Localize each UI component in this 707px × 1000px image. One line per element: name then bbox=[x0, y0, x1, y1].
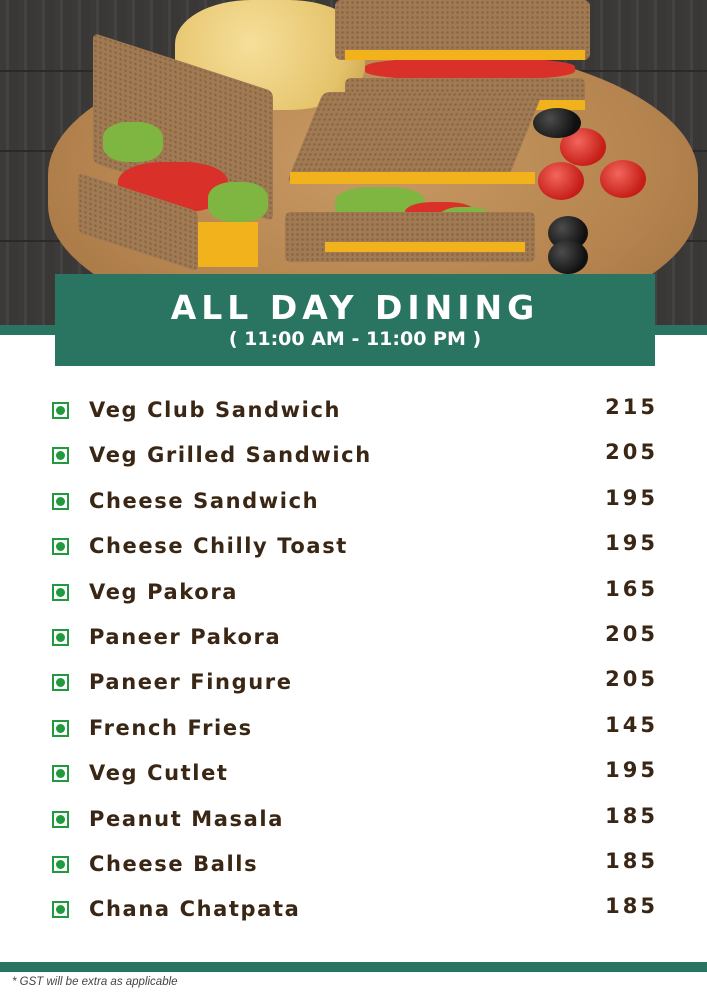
page-title: ALL DAY DINING bbox=[170, 288, 540, 327]
item-name: Peanut Masala bbox=[89, 806, 284, 831]
veg-symbol-icon bbox=[52, 765, 69, 782]
black-olive bbox=[548, 240, 588, 274]
list-item bbox=[52, 753, 658, 798]
gst-note: * GST will be extra as applicable bbox=[12, 976, 178, 988]
item-price: 195 bbox=[605, 531, 658, 556]
sandwich-center bbox=[265, 92, 540, 277]
sandwich-left bbox=[78, 62, 288, 277]
item-name: French Fries bbox=[89, 715, 253, 740]
list-item bbox=[52, 799, 658, 844]
list-item bbox=[52, 481, 658, 526]
item-name: Cheese Balls bbox=[89, 851, 259, 876]
item-price: 205 bbox=[605, 667, 658, 692]
black-olive bbox=[533, 108, 581, 138]
menu-list bbox=[52, 390, 658, 935]
title-band bbox=[55, 274, 655, 366]
footer-stripe bbox=[0, 962, 707, 972]
list-item bbox=[52, 708, 658, 753]
veg-symbol-icon bbox=[52, 447, 69, 464]
service-hours: ( 11:00 AM - 11:00 PM ) bbox=[228, 328, 482, 350]
item-name: Chana Chatpata bbox=[89, 897, 301, 922]
item-price: 185 bbox=[605, 848, 658, 873]
item-price: 215 bbox=[605, 395, 658, 419]
item-price: 195 bbox=[605, 485, 658, 510]
item-price: 185 bbox=[605, 803, 658, 828]
veg-symbol-icon bbox=[52, 629, 69, 646]
list-item bbox=[52, 526, 658, 571]
item-name: Paneer Fingure bbox=[89, 670, 293, 695]
item-name: Veg Club Sandwich bbox=[89, 398, 342, 422]
veg-symbol-icon bbox=[52, 674, 69, 691]
item-price: 195 bbox=[605, 758, 658, 783]
item-name: Cheese Chilly Toast bbox=[89, 534, 348, 559]
veg-symbol-icon bbox=[52, 720, 69, 737]
veg-symbol-icon bbox=[52, 811, 69, 828]
veg-symbol-icon bbox=[52, 538, 69, 555]
veg-symbol-icon bbox=[52, 493, 69, 510]
item-price: 205 bbox=[605, 621, 658, 646]
veg-symbol-icon bbox=[52, 584, 69, 601]
list-item bbox=[52, 435, 658, 480]
item-price: 185 bbox=[605, 894, 658, 919]
item-name: Cheese Sandwich bbox=[89, 488, 320, 513]
list-item bbox=[52, 572, 658, 617]
list-item bbox=[52, 662, 658, 707]
item-price: 145 bbox=[605, 712, 658, 737]
cherry-tomato bbox=[538, 162, 584, 200]
list-item bbox=[52, 844, 658, 889]
veg-symbol-icon bbox=[52, 856, 69, 873]
item-price: 205 bbox=[605, 440, 658, 465]
list-item bbox=[52, 889, 658, 934]
item-name: Veg Cutlet bbox=[89, 761, 229, 786]
item-price: 165 bbox=[605, 576, 658, 601]
item-name: Paneer Pakora bbox=[89, 624, 282, 649]
cherry-tomato bbox=[600, 160, 646, 198]
list-item bbox=[52, 390, 658, 435]
veg-symbol-icon bbox=[52, 901, 69, 918]
item-name: Veg Grilled Sandwich bbox=[89, 443, 372, 468]
item-name: Veg Pakora bbox=[89, 579, 239, 604]
list-item bbox=[52, 617, 658, 662]
veg-symbol-icon bbox=[52, 402, 69, 419]
